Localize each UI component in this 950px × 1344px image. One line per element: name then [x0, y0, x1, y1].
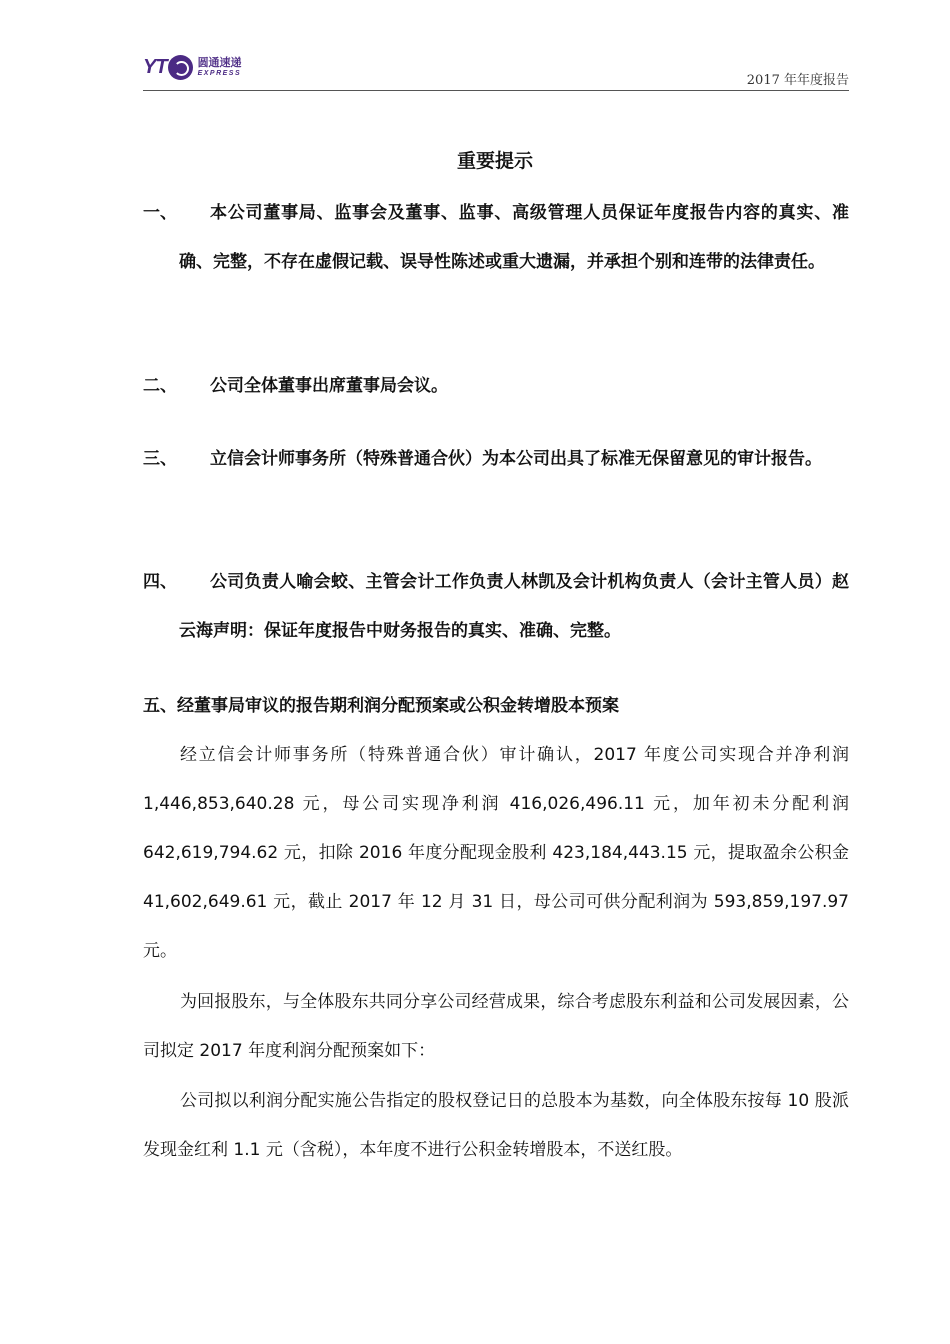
logo-en: EXPRESS	[197, 70, 242, 77]
notice-item-2	[143, 362, 849, 411]
item-number: 四、	[143, 572, 177, 592]
page-header	[143, 50, 849, 91]
item-text: 立信会计师事务所（特殊普通合伙）为本公司出具了标准无保留意见的审计报告。	[210, 449, 822, 469]
logo-letters: YT	[143, 55, 167, 78]
logo-mark-icon	[168, 55, 193, 80]
item-text: 公司负责人喻会蛟、主管会计工作负责人林凯及会计机构负责人（会计主管人员）赵云海声明：保证年度报告中财务报告的真实、准确、完整。	[179, 572, 849, 641]
item-number: 三、	[143, 449, 177, 469]
item-number: 二、	[143, 376, 177, 396]
page-title: 重要提示	[456, 150, 533, 172]
logo-text	[198, 57, 242, 77]
notice-item-1	[143, 189, 849, 286]
section-5-paragraph-1: 经立信会计师事务所（特殊普通合伙）审计确认，2017 年度公司实现合并净利润 1,446,853,640.28 元，母公司实现净利润 416,026,496.11 元，加年初未分配利润 642,619,794.62 元，扣除 2016 年度分配现金股利 423,184,443.15 元，提取盈余公积金 41,602,649.61 元，截止 2017 年 12 月 31 日，母公司可供分配利润为 593,859,197.97 元。	[143, 745, 849, 961]
report-title: 2017 年年度报告	[746, 73, 849, 88]
item-text: 本公司董事局、监事会及董事、监事、高级管理人员保证年度报告内容的真实、准确、完整，不存在虚假记载、误导性陈述或重大遗漏，并承担个别和连带的法律责任。	[179, 203, 849, 272]
section-5-paragraph-3: 公司拟以利润分配实施公告指定的股权登记日的总股本为基数，向全体股东按每 10 股派发现金红利 1.1 元（含税），本年度不进行公积金转增股本，不送红股。	[143, 1091, 849, 1160]
notice-item-4	[143, 558, 849, 655]
company-logo	[143, 52, 242, 82]
item-number: 一、	[143, 203, 177, 223]
item-text: 公司全体董事出席董事局会议。	[210, 376, 448, 396]
logo-cn: 圆通速递	[197, 56, 242, 69]
notice-item-3	[143, 435, 849, 484]
section-5-heading: 五、经董事局审议的报告期利润分配预案或公积金转增股本预案	[143, 696, 619, 716]
section-5-paragraph-2: 为回报股东，与全体股东共同分享公司经营成果，综合考虑股东利益和公司发展因素，公司拟定 2017 年度利润分配预案如下：	[143, 992, 849, 1061]
